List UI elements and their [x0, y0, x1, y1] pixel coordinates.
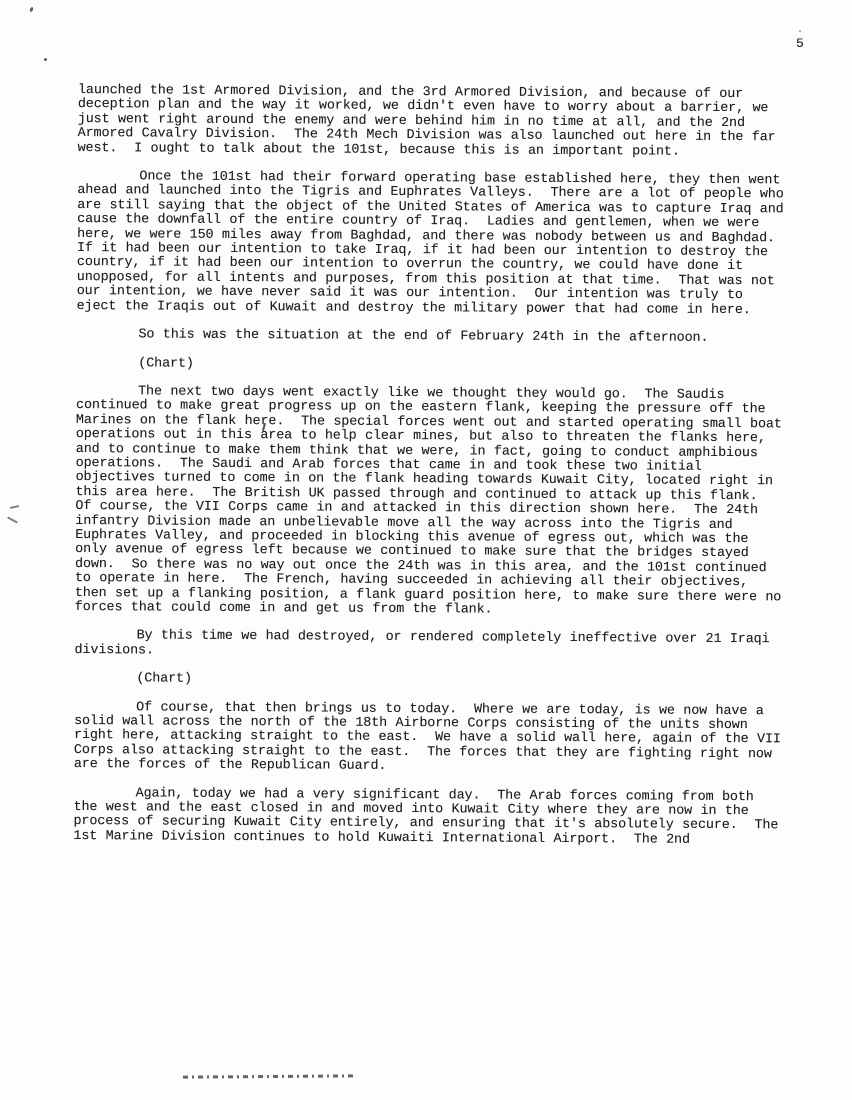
- scan-speck-icon: [44, 58, 47, 61]
- paragraph-21-iraqi-divisions: By this time we had destroyed, or rendered completely ineffective over 21 Iraqi divisions.: [74, 628, 779, 659]
- paragraph-101st-operating-base: Once the 101st had their forward operating base established here, they then went ahead and launched into the Tigris and Euphrates Valleys. There are a lot of people who are still saying that the object of the United States of America was to capture Iraq and cause the downfall of the entire country of Iraq. Ladies and gentlemen, when we were here, we were 150 miles away from Baghdad, and there was nobody between us and Baghdad. If it had been our intention to take Iraq, if it had been our intention to destroy the country, if it had been our intention to overrun the country, we could have done it unopposed, for all intents and purposes, from this position at that time. That was not our intention, we have never said it was our intention. Our intention was truly to eject the Iraqis out of Kuwait and destroy the military power that had come in here.: [76, 169, 793, 318]
- margin-pencil-mark-icon: [10, 505, 19, 509]
- paragraph-next-two-days: The next two days went exactly like we thought they would go. The Saudis continued to make great progress up on the eastern flank, keeping the pressure off the Marines on the flank here. The special forces went out and started operating small boat operations out in this area to help clear mines, but also to threaten the flanks here, and to continue to make them think that we were, in fact, going to conduct amphibious operations. The Saudi and Arab forces that came in and took these two initial objectives turned to come in on the flank heading towards Kuwait City, located right in this area here. The British UK passed through and continued to attack up this flank. Of course, the VII Corps came in and attacked in this direction shown here. The 24th infantry Division made an unbelievable move all the way across into the Tigris and Euphrates Valley, and proceeded in blocking this avenue of egress out, which was the only avenue of egress left because we continued to make sure that the bridges stayed down. So there was no way out once the 24th was in this area, and the 101st continued to operate in here. The French, having succeeded in achieving all their objectives, then set up a flanking position, a flank guard position here, to make sure there were no forces that could come in and get us from the flank.: [74, 384, 791, 618]
- paragraph-continued: launched the 1st Armored Division, and the 3rd Armored Division, and because of our deception plan and the way it worked, we didn't even have to worry about a barrier, we just went right around the enemy and were behind him in no time at all, and the 2nd Armored Cavalry Division. The 24th Mech Division was also launched out here in the far west. I ought to talk about the 101st, because this is an important point.: [77, 83, 785, 160]
- transcript-body: [73, 83, 793, 863]
- scan-speck-icon: [29, 7, 34, 13]
- paragraph-situation-feb24: So this was the situation at the end of February 24th in the afternoon.: [138, 327, 709, 346]
- chart-marker-1: (Chart): [138, 355, 194, 372]
- margin-pencil-mark-icon: [7, 517, 18, 524]
- paragraph-today-solid-wall: Of course, that then brings us to today. Where we are today, is we now have a solid wall across the north of the 18th Airborne Corps consisting of the units shown right here, attacking straight to the east. We have a solid wall here, again of the VII Corps also attacking straight to the east. The forces that they are fighting right now are the forces of the Republican Guard.: [73, 699, 790, 775]
- page-number: 5: [796, 36, 804, 51]
- paragraph-kuwait-city-secured: Again, today we had a very significant day. The Arab forces coming from both the west and the east closed in and moved into Kuwait City where they are now in the process of securing Kuwait City entirely, and ensuring that it's absolutely secure. The 1st Marine Division continues to hold Kuwaiti International Airport. The 2nd: [73, 786, 787, 848]
- scan-speck-icon: [799, 30, 801, 32]
- scan-footer-dashes-icon: [183, 1074, 355, 1078]
- chart-marker-2: (Chart): [136, 671, 192, 687]
